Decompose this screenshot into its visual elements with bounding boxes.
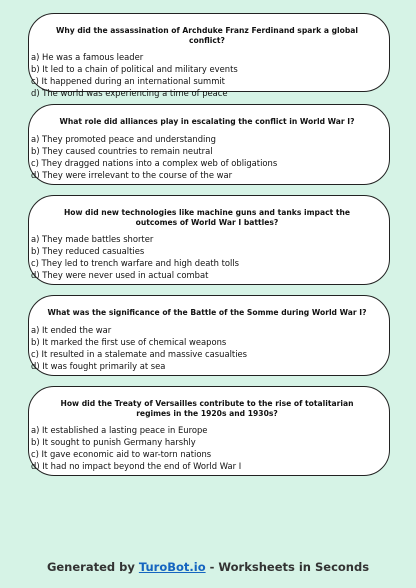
question-text: How did the Treaty of Versailles contribute to the rise of totalitarian regimes in the 1920s and 1930s? <box>60 399 354 418</box>
answer-option-c: c) It gave economic aid to war-torn nations <box>31 449 212 459</box>
answer-option-b: b) They reduced casualties <box>31 246 145 256</box>
answer-option-b: b) They caused countries to remain neutral <box>31 145 213 156</box>
answer-option-d: d) The world was experiencing a time of peace <box>31 88 228 98</box>
question-card-4 <box>28 295 390 376</box>
answer-option-d: d) They were irrelevant to the course of the war <box>31 169 233 180</box>
answer-option-d: d) It had no impact beyond the end of World War I <box>31 461 242 471</box>
answer-option-a: a) He was a famous leader <box>31 52 144 62</box>
answer-option-a: a) It established a lasting peace in Europe <box>31 425 208 435</box>
footer-suffix: - Worksheets in Seconds <box>209 560 370 574</box>
question-card-5 <box>28 386 390 476</box>
answer-option-b: b) It led to a chain of political and military events <box>31 64 238 74</box>
answer-option-c: c) It happened during an international summit <box>31 76 225 86</box>
answer-option-a: a) They promoted peace and understanding <box>31 133 216 144</box>
question-text: How did new technologies like machine guns and tanks impact the outcomes of World War I battles? <box>63 208 351 227</box>
answer-option-d: d) They were never used in actual combat <box>31 270 209 280</box>
footer-prefix: Generated by <box>46 560 135 574</box>
question-card-2 <box>28 104 390 185</box>
footer <box>0 560 416 574</box>
answer-option-a: a) It ended the war <box>31 324 112 335</box>
question-text: What was the significance of the Battle of the Somme during World War I? <box>47 308 367 317</box>
answer-option-c: c) They dragged nations into a complex web of obligations <box>31 157 278 168</box>
brand-link[interactable]: TuroBot.io <box>138 560 206 574</box>
question-card-1 <box>28 13 390 98</box>
question-text: Why did the assassination of Archduke Franz Ferdinand spark a global conflict? <box>55 26 359 45</box>
answer-option-b: b) It marked the first use of chemical weapons <box>31 336 227 347</box>
answer-option-a: a) They made battles shorter <box>31 234 154 244</box>
answer-option-c: c) It resulted in a stalemate and massive casualties <box>31 348 248 359</box>
question-card-3 <box>28 195 390 285</box>
answer-option-d: d) It was fought primarily at sea <box>31 360 166 371</box>
question-text: What role did alliances play in escalating the conflict in World War I? <box>59 117 355 126</box>
answer-option-c: c) They led to trench warfare and high death tolls <box>31 258 240 268</box>
answer-option-b: b) It sought to punish Germany harshly <box>31 437 196 447</box>
